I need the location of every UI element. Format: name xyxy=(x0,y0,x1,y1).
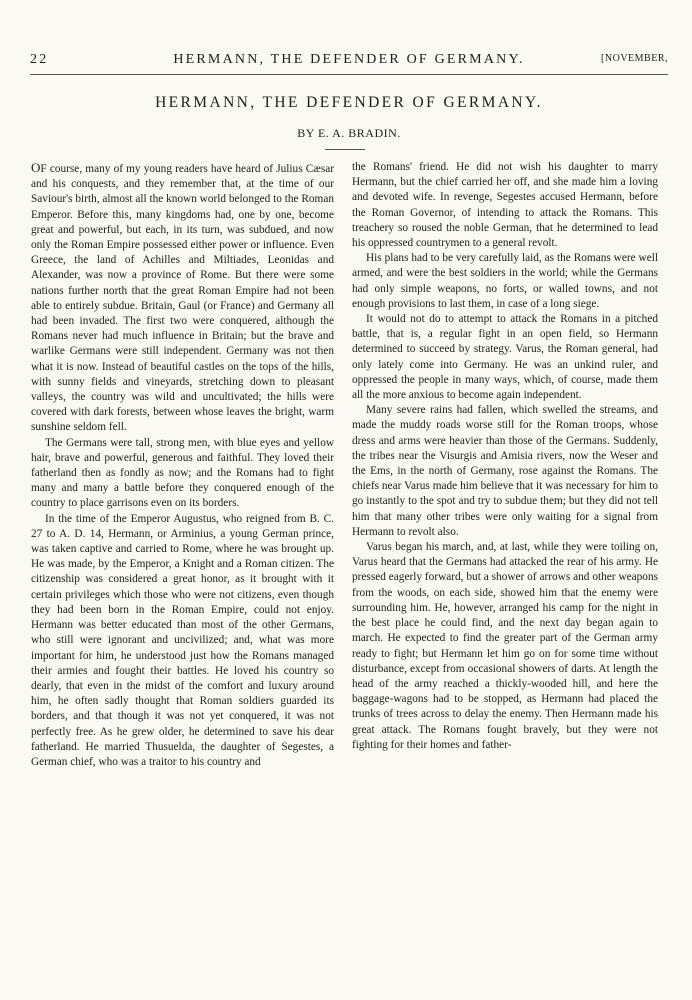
paragraph: OF course, many of my young readers have heard of Julius Cæsar and his conquests, and they remember that, at the time of our Saviour's birth, almost all the known world belonged to the Roman Emperor. Before this, many kingdoms had, one by one, become great and powerful, but each, in its turn, was subdued, and now only the Roman Empire possessed either power or influence. Even Greece, the land of Achilles and Miltiades, Leonidas and Alexander, was now a province of Rome. But there were some nations further north that the great Roman Empire had not been able to entirely subdue. Britain, Gaul (or France) and Germany all had been invaded. The first two were conquered, although the Romans never had much influence in Britain; but the brave and warlike Germans were still independent. Germany was not then what it is now. Instead of beautiful castles on the tops of the hills, with sunny fields and vineyards, stretching down to pleasant valleys, the country was wild and uncultivated; the hills were covered with dark forests, between whose leaves the bright, warm sunshine seldom fell. xyxy=(31,160,334,434)
paragraph: In the time of the Emperor Augustus, who reigned from B. C. 27 to A. D. 14, Hermann, or Arminius, a young German prince, was taken captive and carried to Rome, where he was brought up. He was made, by the Emperor, a Knight and a Roman citizen. The citizenship was considered a great honor, as it brought with it certain privileges which those who were not citizens, even though they had been born in the Roman Empire, could not enjoy. Hermann was better educated than most of the other Germans, who still were ignorant and uncivilized; and, what was more important for him, he understood just how the Romans managed their armies and fought their battles. He loved his country so dearly, that even in the midst of the comfort and luxury around him, he often sadly thought that Roman soldiers guarded its borders, and that though it was not yet conquered, it was not perfectly free. As he grew older, he determined to save his dear fatherland. He married Thusuelda, the daughter of Segestes, a German chief, who was a traitor to his country and xyxy=(31,512,334,768)
byline-rule xyxy=(325,149,365,150)
page-number: 22 xyxy=(30,52,49,67)
article-title: HERMANN, THE DEFENDER OF GERMANY. xyxy=(155,94,543,111)
paragraph: It would not do to attempt to attack the Romans in a pitched battle, that is, a regular fight in an open field, so Hermann determined to succeed by strategy. Varus, the Roman general, had only lately come into Germany. He was an unkind ruler, and oppressed the people in many ways, which, of course, made them all the more anxious to become again independent. xyxy=(352,313,658,402)
byline: BY E. A. BRADIN. xyxy=(297,126,401,140)
right-column xyxy=(352,160,658,753)
running-head xyxy=(30,52,668,68)
paragraph: Many severe rains had fallen, which swelled the streams, and made the muddy roads worse still for the Roman troops, whose dress and arms were heavier than those of the Germans. Suddenly, the tribes near the Visurgis and Amisia rivers, now the Weser and the Ems, in the north of Germany, rose against the Romans. The chiefs near Varus made him believe that it was necessary for him to go instantly to the spot and try to subdue them; but they did not tell him that many other tribes were only waiting for a signal from Hermann to revolt also. xyxy=(352,404,658,538)
paragraph: the Romans' friend. He did not wish his daughter to marry Hermann, but the chief carried her off, and she made him a loving and devoted wife. In revenge, Segestes accused Hermann, before the Roman Governor, of intending to attack the Romans. This treachery so roused the noble German, that he determined to lead his oppressed countrymen to a general revolt. xyxy=(352,161,658,250)
header-rule xyxy=(30,74,668,75)
paragraph: The Germans were tall, strong men, with blue eyes and yellow hair, brave and powerful, generous and faithful. They loved their fatherland then as fondly as now; and the Romans had to fight many and many a battle before they conquered enough of the country to place garrisons even on its borders. xyxy=(31,436,334,510)
paragraph: His plans had to be very carefully laid, as the Romans were well armed, and were the best soldiers in the world; while the Germans had only simple weapons, no forts, or walled towns, and not enough provisions to last them, in case of a long siege. xyxy=(352,252,658,310)
running-title: HERMANN, THE DEFENDER OF GERMANY. xyxy=(173,52,525,67)
issue-month: [NOVEMBER, xyxy=(601,53,668,64)
paragraph: Varus began his march, and, at last, while they were toiling on, Varus heard that the Germans had attacked the rear of his army. He pressed eagerly forward, but a shower of arrows and other weapons from the woods, on each side, showed him that the enemy were surrounding him. He, however, arranged his camp for the night in the best place he could find, and the next day began again to march. He expected to find the greater part of the German army ready to fight; but Hermann let him go on for some time without disturbance, except from occasional showers of darts. At length the head of the army reached a thickly-wooded hill, and here the baggage-wagons had to be stopped, as Hermann had placed the trunks of trees across to delay the enemy. Then Hermann made his great attack. The Romans fought bravely, but they were not fighting for their homes and father- xyxy=(352,541,658,751)
left-column xyxy=(31,160,334,770)
